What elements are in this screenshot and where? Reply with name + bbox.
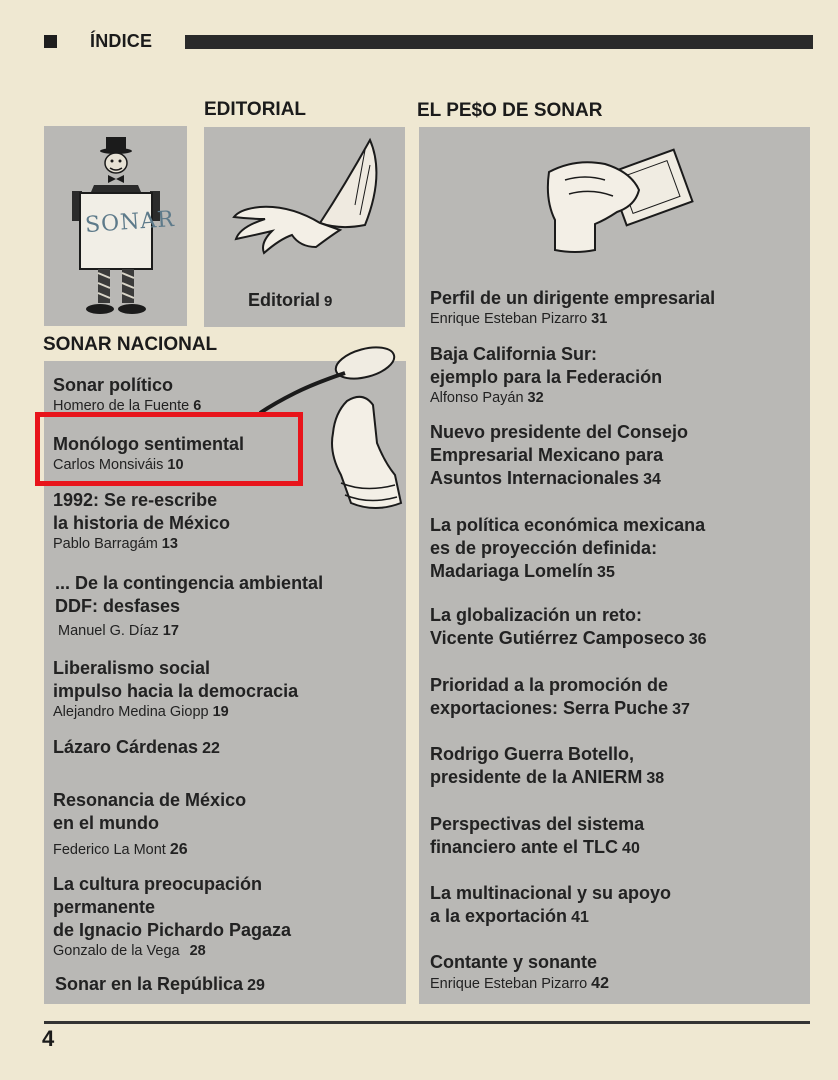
hand-illustration [220,135,390,265]
entry-page: 41 [571,909,589,926]
entry-title: Lázaro Cárdenas [53,737,199,757]
entry-page: 36 [688,631,707,648]
entry-title: La multinacional y su apoyo [430,883,672,903]
entry-page: 22 [202,740,220,757]
highlight-box [35,412,303,486]
entry-title: La globalización un reto: [430,605,643,625]
entry-page: 40 [622,840,640,857]
nacional-entry[interactable] [53,657,298,722]
nacional-entry[interactable] [53,789,246,860]
header-square [44,35,57,48]
entry-page: 10 [167,457,184,473]
entry-author: Federico La Mont [53,842,166,858]
entry-title: ejemplo para la Federación [430,367,663,387]
entry-page: 31 [591,311,608,327]
entry-title: permanente [53,897,156,917]
entry-page: 29 [247,977,265,994]
entry-page: 42 [591,975,609,992]
entry-page: 6 [193,398,202,414]
peso-entry[interactable] [430,421,688,491]
entry-title: Sonar político [53,375,174,395]
entry-title: La política económica mexicana [430,515,706,535]
peso-entry[interactable] [430,882,671,929]
entry-author: Alfonso Payán [430,390,524,406]
peso-entry[interactable] [430,674,690,721]
entry-author: Gonzalo de la Vega [53,943,180,959]
nacional-entry[interactable] [53,873,291,961]
entry-title: a la exportación [430,906,568,926]
entry-title: Baja California Sur: [430,344,598,364]
entry-page: 34 [643,471,661,488]
entry-title: ... De la contingencia ambiental [55,573,324,593]
nacional-entry[interactable] [53,374,201,416]
entry-title: Nuevo presidente del Consejo [430,422,689,442]
entry-page: 37 [672,701,690,718]
entry-page: 32 [527,390,544,406]
entry-title: financiero ante el TLC [430,837,619,857]
section-editorial-heading: EDITORIAL [204,99,307,120]
nacional-entry[interactable] [53,489,230,554]
entry-title: Vicente Gutiérrez Camposeco [430,628,685,648]
entry-title: 1992: Se re-escribe [53,490,218,510]
peso-entry[interactable] [430,343,662,408]
entry-title: Monólogo sentimental [53,434,244,454]
nacional-entry[interactable] [53,736,220,760]
entry-page: 35 [597,564,615,581]
editorial-entry[interactable] [248,289,332,313]
editorial-title: Editorial [248,290,321,310]
entry-title: Empresarial Mexicano para [430,445,664,465]
entry-author: Manuel G. Díaz [58,623,159,639]
entry-title: Madariaga Lomelín [430,561,594,581]
entry-title: Sonar en la República [55,974,244,994]
section-nacional-heading: SONAR NACIONAL [43,334,218,355]
footer-rule [44,1021,810,1024]
peso-entry[interactable] [430,813,644,860]
entry-author: Homero de la Fuente [53,398,190,414]
peso-entry[interactable] [430,287,715,329]
nacional-entry[interactable] [55,572,323,641]
editorial-page: 9 [324,293,333,310]
page-number: 4 [42,1026,55,1051]
entry-title: Liberalismo social [53,658,211,678]
entry-title: Perspectivas del sistema [430,814,645,834]
peso-entry[interactable] [430,604,707,651]
entry-page: 19 [212,704,229,720]
entry-title: Resonancia de México [53,790,247,810]
entry-title: Contante y sonante [430,952,598,972]
entry-author: Pablo Barragám [53,536,158,552]
entry-title: la historia de México [53,513,231,533]
entry-page: 17 [162,623,179,639]
section-peso-heading: EL PE$O DE SONAR [417,100,603,121]
entry-title: presidente de la ANIERM [430,767,643,787]
entry-page: 38 [646,770,665,787]
entry-title: de Ignacio Pichardo Pagaza [53,920,292,940]
entry-author: Enrique Esteban Pizarro [430,311,588,327]
entry-page: 26 [169,841,188,858]
entry-author: Carlos Monsiváis [53,457,164,473]
entry-title: La cultura preocupación [53,874,263,894]
entry-title: Perfil de un dirigente empresarial [430,288,716,308]
entry-author: Alejandro Medina Giopp [53,704,209,720]
entry-title: es de proyección definida: [430,538,658,558]
header-bar [185,35,813,49]
entry-title: Asuntos Internacionales [430,468,640,488]
entry-page: 13 [161,536,178,552]
money-hand-illustration [535,150,700,260]
entry-title: exportaciones: Serra Puche [430,698,669,718]
entry-title: DDF: desfases [55,596,181,616]
peso-entry[interactable] [430,743,664,790]
peso-entry[interactable] [430,951,609,994]
entry-title: Rodrigo Guerra Botello, [430,744,635,764]
nacional-entry[interactable] [55,973,265,997]
entry-title: en el mundo [53,813,160,833]
entry-title: Prioridad a la promoción de [430,675,669,695]
entry-page: 28 [189,943,206,959]
entry-author: Enrique Esteban Pizarro [430,976,588,992]
poster-text: SONAR [84,206,176,239]
entry-title: impulso hacia la democracia [53,681,299,701]
peso-entry[interactable] [430,514,705,584]
index-heading: ÍNDICE [90,31,153,51]
